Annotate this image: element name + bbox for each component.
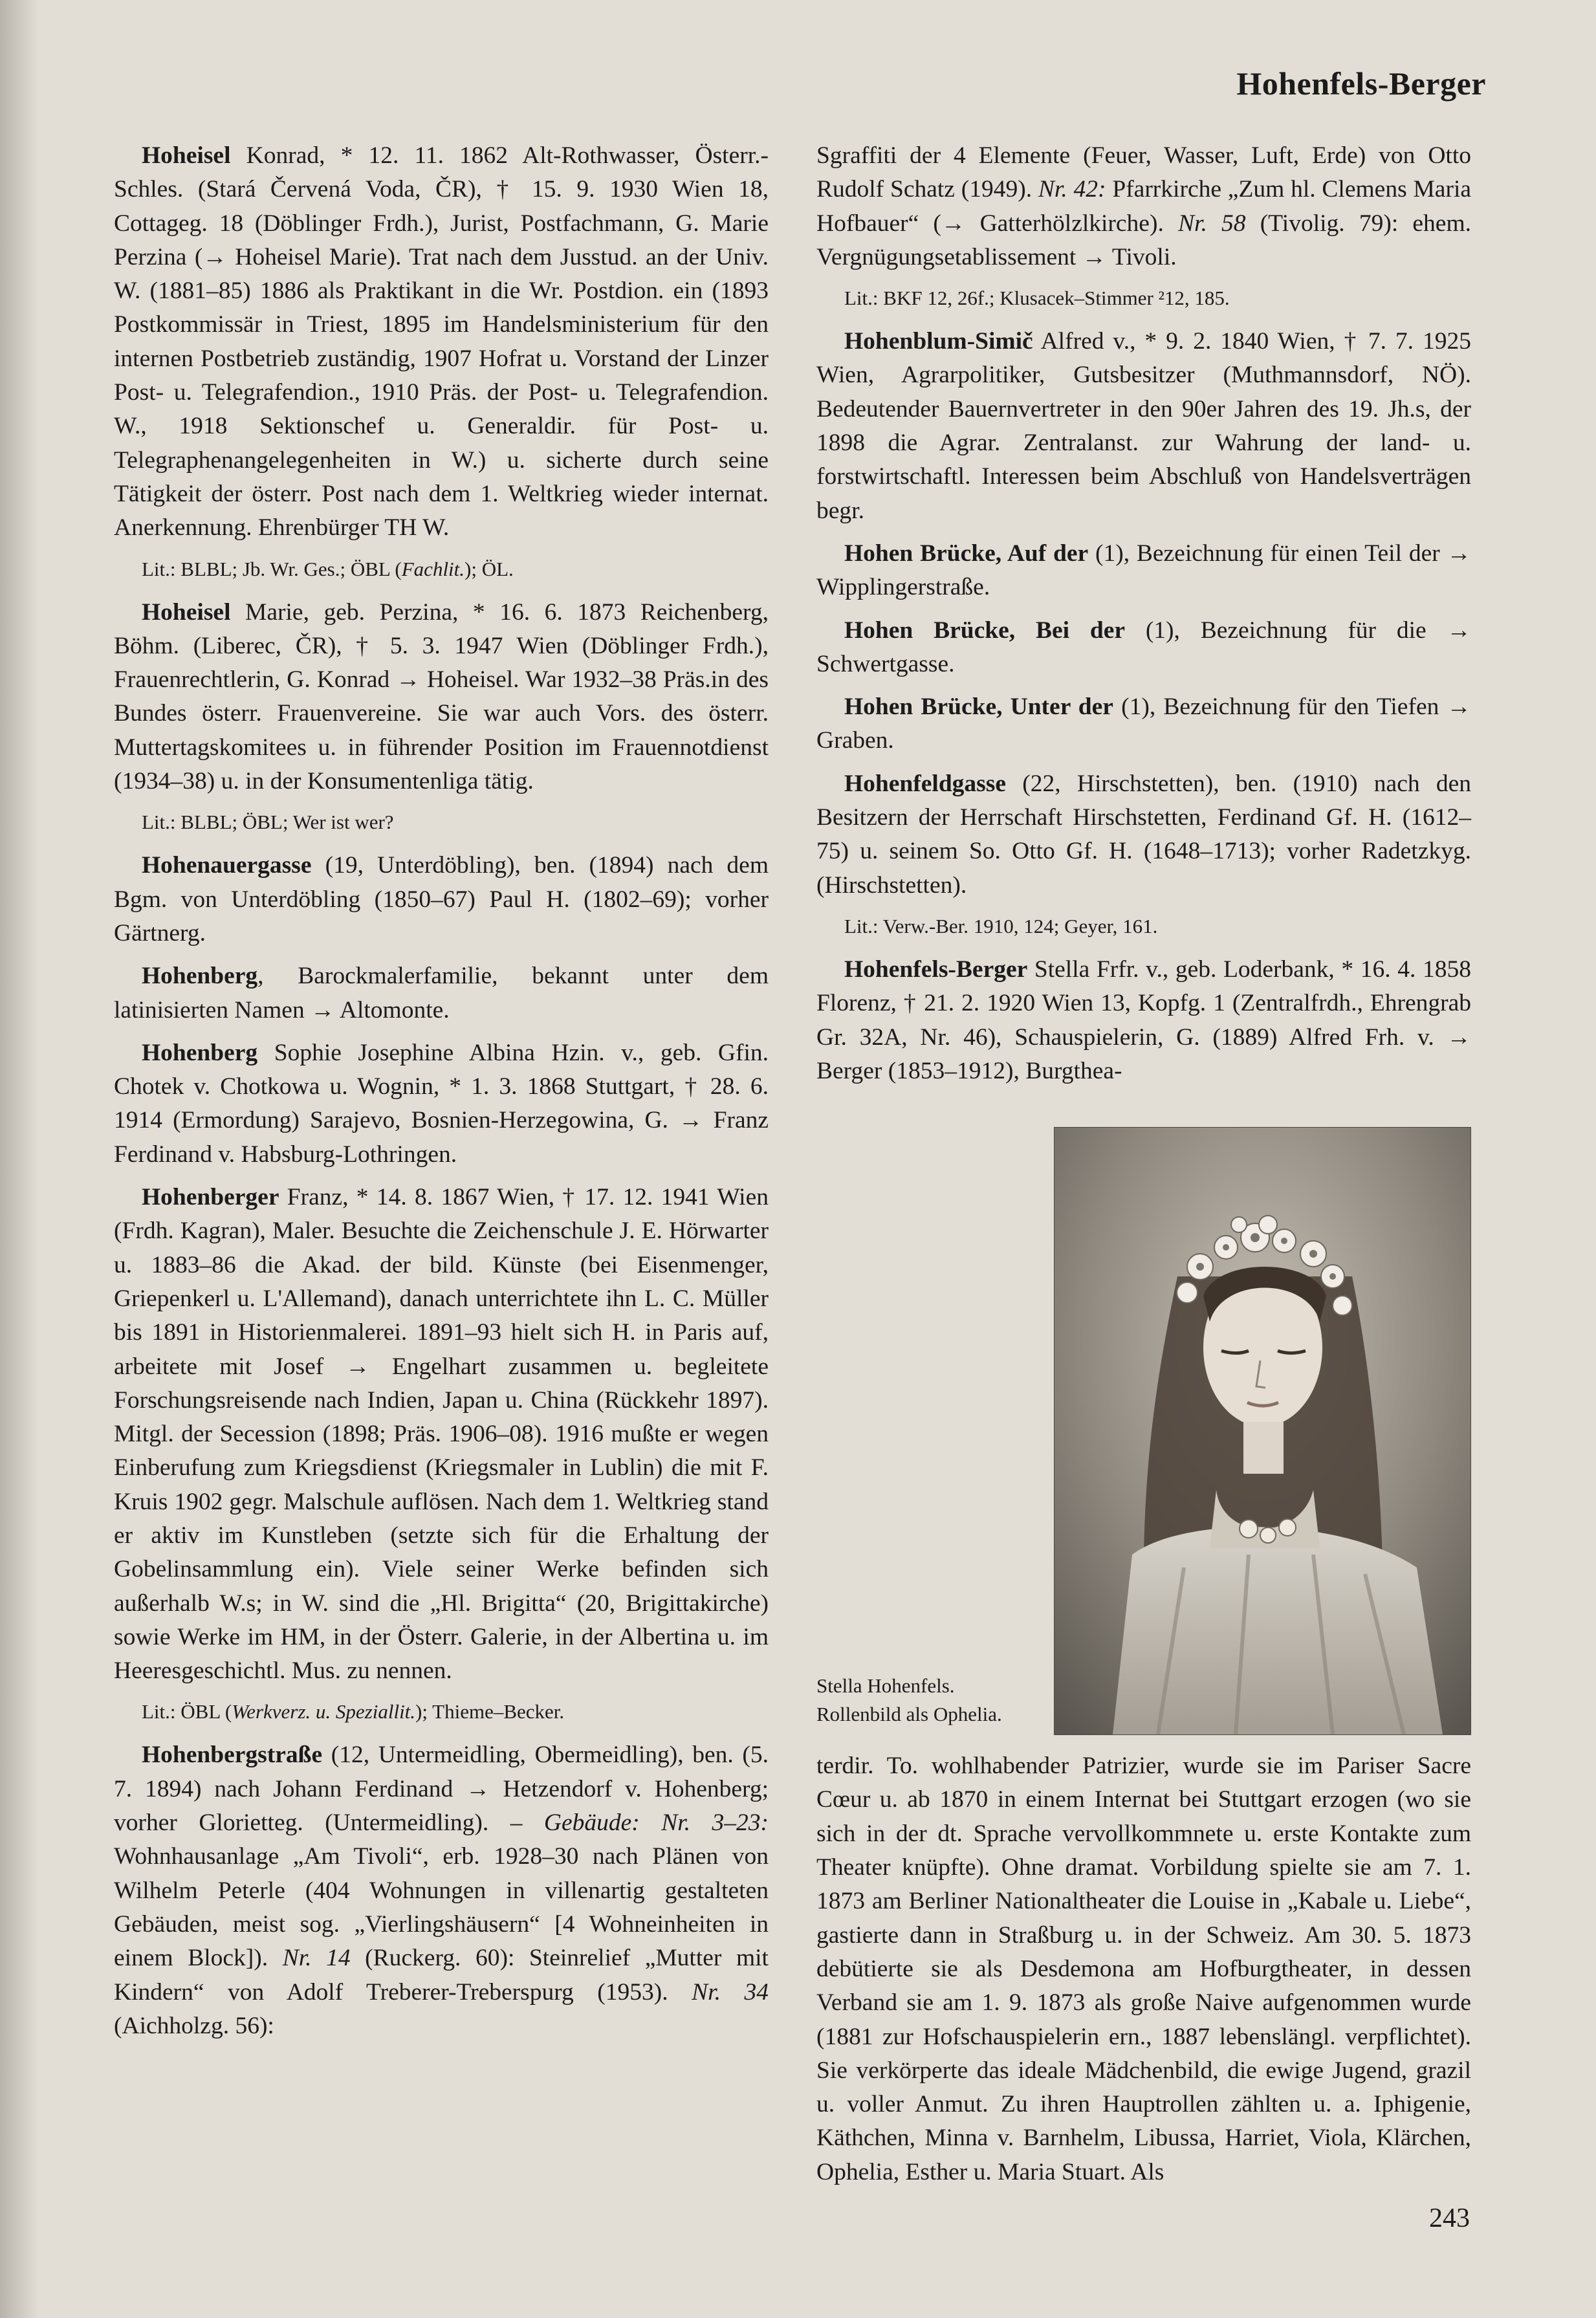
- portrait-photo: [1054, 1127, 1471, 1735]
- literature-note: Lit.: BKF 12, 26f.; Klusacek–Stimmer ²12, 185.: [844, 287, 1230, 310]
- entry-hoheisel-konrad: Hoheisel Konrad, * 12. 11. 1862 Alt-Rothwasser, Österr.-Schles. (Stará Červená Voda, ČR), † 15. 9. 1930 Wien 18, Cottageg. 18 (Döblinger Frdh.), Jurist, Postfachmann, G. Marie Perzina (→ Hoheisel Marie). Trat nach dem Jusstud. an der Univ. W. (1881–85) 1886 als Praktikant in die Wr. Postdion. ein (1893 Postkommissär in Triest, 1895 im Handelsministerium für den internen Postbetrieb zuständig, 1907 Hofrat u. Vorstand der Linzer Post- u. Telegrafendion., 1910 Präs. der Post- u. Telegrafendion. W., 1918 Sektionschef u. Generaldir. für Post- u. Telegraphenangelegenheiten in W.) u. sicherte durch seine Tätigkeit der österr. Post nach dem 1. Weltkrieg wieder internat. Anerkennung. Ehrenbürger TH W.: [114, 142, 769, 541]
- literature-note: Lit.: BLBL; Jb. Wr. Ges.; ÖBL (Fachlit.); ÖL.: [142, 557, 514, 580]
- literature-note: Lit.: BLBL; ÖBL; Wer ist wer?: [142, 811, 394, 834]
- right-column: [816, 139, 1471, 2198]
- left-column: [114, 139, 769, 2052]
- figure-caption: Stella Hohenfels. Rollenbild als Ophelia.: [816, 1674, 1002, 1726]
- entry-hohenfels-berger: Hohenfels-Berger Stella Frfr. v., geb. Loderbank, * 16. 4. 1858 Florenz, † 21. 2. 1920 Wien 13, Kopfg. 1 (Zentralfrdh., Ehrengrab Gr. 32A, Nr. 46), Schauspielerin, G. (1889) Alfred Frh. v. → Berger (1853–1912), Burgthea-: [816, 956, 1471, 1084]
- entry-hohenfels-berger-continued: terdir. To. wohlhabender Patrizier, wurde sie im Pariser Sacre Cœur u. ab 1870 in einem Internat bei Stuttgart erzogen (wo sie sich in der dt. Sprache vervollkommnete u. erste Kontakte zum Theater knüpfte). Ohne dramat. Vorbildung spielte sie am 7. 1. 1873 am Berliner Nationaltheater die Louise in „Kabale u. Liebe“, gastierte dann in Straßburg u. in der Schweiz. Am 30. 5. 1873 debütierte sie als Desdemona am Hofburgtheater, in dessen Verband sie am 1. 9. 1873 als große Naive aufgenommen wurde (1881 zur Hofschauspielerin ern., 1887 lebenslängl. verpflichtet). Sie verkörperte das ideale Mädchenbild, die ewige Jugend, grazil u. voller Anmut. Zu ihren Hauptrollen zählten u. a. Iphigenie, Käthchen, Minna v. Barnhelm, Libussa, Harriet, Viola, Klärchen, Ophelia, Esther u. Maria Stuart. Als: [816, 1753, 1471, 2185]
- entry-hohenauergasse: Hohenauergasse (19, Unterdöbling), ben. (1894) nach dem Bgm. von Unterdöbling (1850–67) Paul H. (1802–69); vorher Gärtnerg.: [114, 852, 769, 946]
- literature-note: Lit.: ÖBL (Werkverz. u. Speziallit.); Thieme–Becker.: [142, 1700, 565, 1723]
- page-number: 243: [1429, 2203, 1470, 2233]
- literature-note: Lit.: Verw.-Ber. 1910, 124; Geyer, 161.: [844, 914, 1158, 937]
- portrait-illustration: [1055, 1128, 1470, 1734]
- figure-portrait: [816, 1127, 1471, 1742]
- entry-hohen-bruecke-unter: Hohen Brücke, Unter der (1), Bezeichnung für den Tiefen → Graben.: [816, 694, 1471, 754]
- entry-hohenberger-franz: Hohenberger Franz, * 14. 8. 1867 Wien, † 17. 12. 1941 Wien (Frdh. Kagran), Maler. Besuchte die Zeichenschule J. E. Hörwarter u. 1883–86 die Akad. der bild. Künste (bei Eisenmenger, Griepenkerl u. L'Allemand), danach unterrichtete ihn L. C. Müller bis 1891 in Historienmalerei. 1891–93 hielt sich H. in Paris auf, arbeitete mit Josef → Engelhart zusammen u. begleitete Forschungsreisende nach Indien, Japan u. China (Rückkehr 1897). Mitgl. der Secession (1898; Präs. 1906–08). 1916 mußte er wegen Einberufung zum Kriegsdienst (Kriegsmaler in Lublin) die mit F. Kruis 1902 gegr. Malschule auflösen. Nach dem 1. Weltkrieg stand er aktiv im Kunstleben (setzte sich für die Erhaltung der Gobelinsammlung ein). Viele seiner Werke befinden sich außerhalb W.s; in W. sind die „Hl. Brigitta“ (20, Brigittakirche) sowie Werke im HM, in der Österr. Galerie, in der Albertina u. im Heeresgeschichtl. Mus. zu nennen.: [114, 1184, 769, 1685]
- entry-hohenberg-sophie: Hohenberg Sophie Josephine Albina Hzin. v., geb. Gfin. Chotek v. Chotkowa u. Wognin, * 1. 3. 1868 Stuttgart, † 28. 6. 1914 (Ermordung) Sarajevo, Bosnien-Herzegowina, G. → Franz Ferdinand v. Habsburg-Lothringen.: [114, 1039, 769, 1168]
- entry-hohen-bruecke-bei: Hohen Brücke, Bei der (1), Bezeichnung für die → Schwertgasse.: [816, 617, 1471, 677]
- entry-hohenfeldgasse: Hohenfeldgasse (22, Hirschstetten), ben. (1910) nach den Besitzern der Herrschaft Hirschstetten, Ferdinand Gf. H. (1612–75) u. seinem So. Otto Gf. H. (1648–1713); vorher Radetzkyg. (Hirschstetten).: [816, 770, 1471, 899]
- entry-hohenberg-family: Hohenberg, Barockmalerfamilie, bekannt unter dem latinisierten Namen → Altomonte.: [114, 963, 769, 1023]
- entry-hohenblum-simic: Hohenblum-Simič Alfred v., * 9. 2. 1840 Wien, † 7. 7. 1925 Wien, Agrarpolitiker, Gutsbesitzer (Muthmannsdorf, NÖ). Bedeutender Bauernvertreter in den 90er Jahren des 19. Jh.s, der 1898 die Agrar. Zentralanst. zur Wahrung der land- u. forstwirtschaftl. Interessen beim Abschluß von Handelsverträgen begr.: [816, 328, 1471, 524]
- entry-continuation: Sgraffiti der 4 Elemente (Feuer, Wasser, Luft, Erde) von Otto Rudolf Schatz (1949). Nr. 42: Pfarrkirche „Zum hl. Clemens Maria Hofbauer“ (→ Gatterhölzlkirche). Nr. 58 (Tivolig. 79): ehem. Vergnügungsetablissement → Tivoli.: [816, 142, 1472, 270]
- entry-hohenbergstrasse: Hohenbergstraße (12, Untermeidling, Obermeidling), ben. (5. 7. 1894) nach Johann Ferdinand → Hetzendorf v. Hohenberg; vorher Glorietteg. (Untermeidling). – Gebäude: Nr. 3–23: Wohnhausanlage „Am Tivoli“, erb. 1928–30 nach Plänen von Wilhelm Peterle (404 Wohnungen in villenartig gestalteten Gebäuden, meist sog. „Vierlingshäusern“ [4 Wohneinheiten in einem Block]). Nr. 14 (Ruckerg. 60): Steinrelief „Mutter mit Kindern“ von Adolf Treberer-Treberspurg (1953). Nr. 34 (Aichholzg. 56):: [114, 1742, 769, 2039]
- entry-hohen-bruecke-auf: Hohen Brücke, Auf der (1), Bezeichnung für einen Teil der → Wipplingerstraße.: [816, 540, 1471, 601]
- entry-hoheisel-marie: Hoheisel Marie, geb. Perzina, * 16. 6. 1873 Reichenberg, Böhm. (Liberec, ČR), † 5. 3. 1947 Wien (Döblinger Frdh.), Frauenrechtlerin, G. Konrad → Hoheisel. War 1932–38 Präs.in des Bundes österr. Frauenvereine. Sie war auch Vors. des österr. Muttertagskomitees u. in führender Position im Frauennotdienst (1934–38) u. in der Konsumentenliga tätig.: [114, 598, 769, 795]
- page-gutter-shadow: [0, 0, 39, 2318]
- running-header: Hohenfels-Berger: [1236, 65, 1486, 102]
